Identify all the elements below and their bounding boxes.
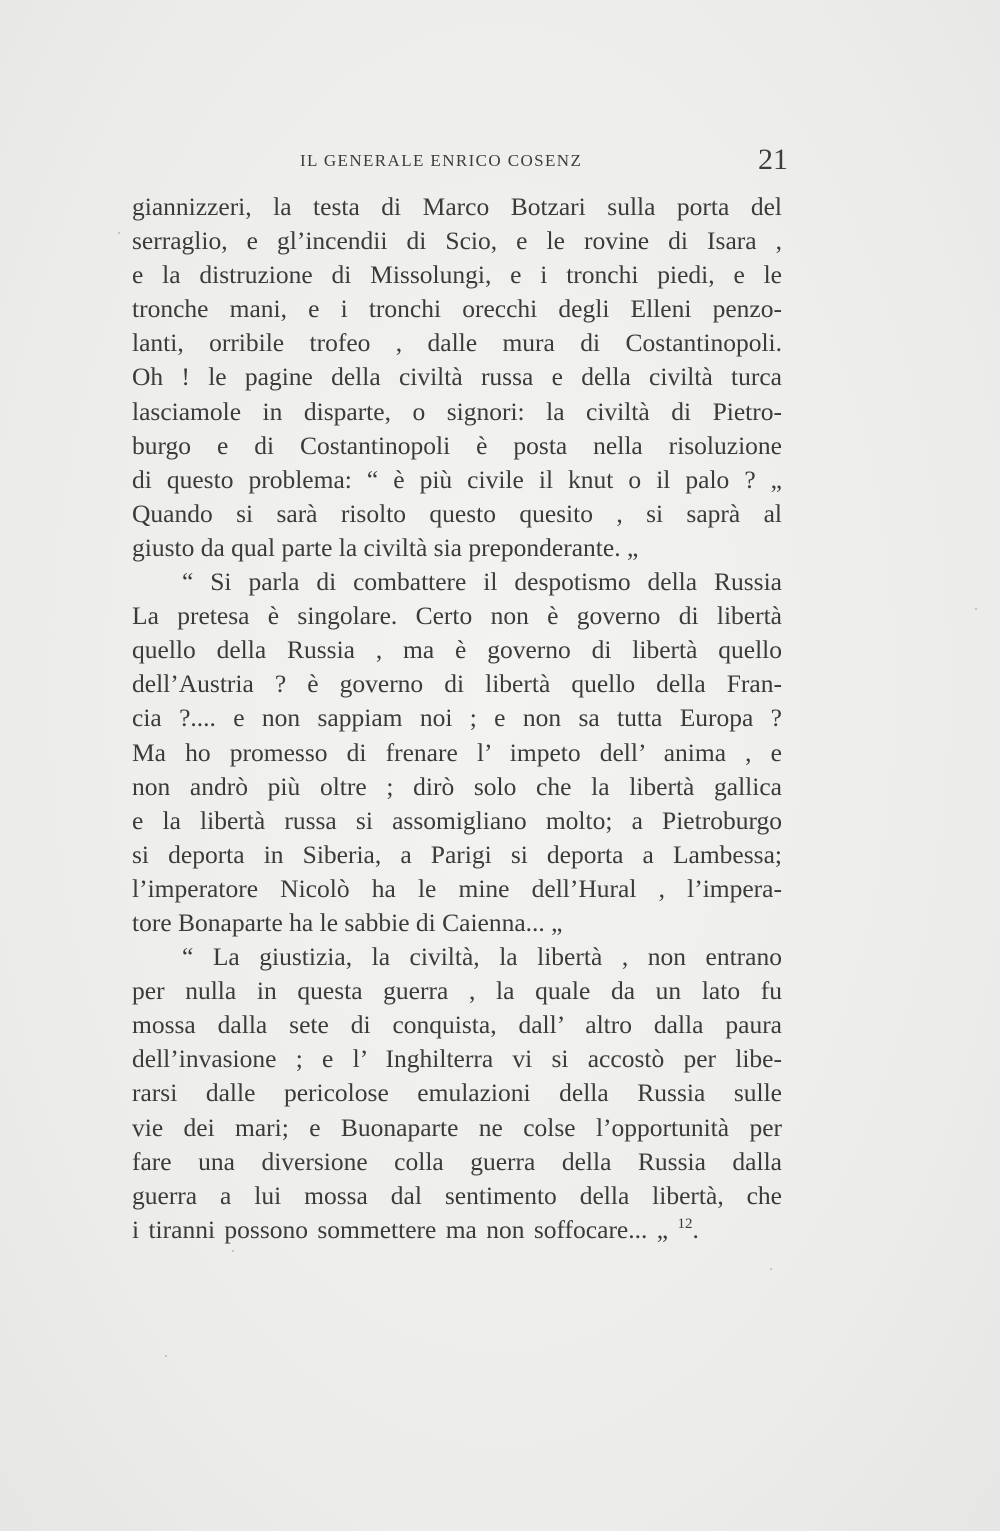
paper-speck (232, 1250, 234, 1252)
running-head (132, 143, 792, 177)
text-line: e la distruzione di Missolungi, e i tronchi piedi, e le (132, 260, 782, 290)
text-line: La pretesa è singolare. Certo non è governo di libertà (132, 601, 782, 631)
page-number: 21 (758, 143, 788, 176)
text-line: si deporta in Siberia, a Parigi si deporta a Lambessa; (132, 839, 782, 869)
text-line: serraglio, e gl’incendii di Scio, e le rovine di Isara , (132, 226, 782, 256)
text-line: “ Si parla di combattere il despotismo della Russia (182, 567, 782, 597)
running-title: IL GENERALE ENRICO COSENZ (300, 151, 583, 170)
text-line: “ La giustizia, la civiltà, la libertà , non entrano (182, 942, 782, 972)
body-text (132, 190, 782, 1247)
text-line: dell’Austria ? è governo di libertà quello della Fran- (132, 669, 782, 699)
text-line: giusto da qual parte la civiltà sia preponderante. „ (132, 532, 639, 562)
text-line: quello della Russia , ma è governo di libertà quello (132, 635, 782, 665)
text-line: non andrò più oltre ; dirò solo che la libertà gallica (132, 771, 782, 801)
text-line: giannizzeri, la testa di Marco Botzari sulla porta del (132, 192, 782, 221)
text-line: cia ?.... e non sappiam noi ; e non sa tutta Europa ? (132, 703, 782, 733)
line-trailing-punctuation: . (692, 1214, 699, 1244)
text-line (132, 1213, 782, 1247)
paper-speck (975, 608, 977, 610)
text-line: di questo problema: “ è più civile il knut o il palo ? „ (132, 464, 782, 494)
text-line: guerra a lui mossa dal sentimento della libertà, che (132, 1180, 782, 1210)
paper-speck (165, 1355, 167, 1357)
text-line: dell’invasione ; e l’ Inghilterra vi si accostò per libe- (132, 1044, 782, 1074)
text-line: tronche mani, e i tronchi orecchi degli Elleni penzo- (132, 294, 782, 324)
text-line: l’imperatore Nicolò ha le mine dell’Hural , l’impera- (132, 873, 782, 903)
paper-speck (118, 232, 120, 234)
line-text: i tiranni possono sommettere ma non soffocare... „ (132, 1214, 669, 1244)
text-line: Oh ! le pagine della civiltà russa e della civiltà turca (132, 362, 782, 392)
paper-speck (770, 1268, 772, 1270)
text-line: mossa dalla sete di conquista, dall’ altro dalla paura (132, 1010, 782, 1040)
text-line: rarsi dalle pericolose emulazioni della Russia sulle (132, 1078, 782, 1108)
text-line: vie dei mari; e Buonaparte ne colse l’opportunità per (132, 1112, 782, 1142)
text-line: e la libertà russa si assomigliano molto; a Pietroburgo (132, 805, 782, 835)
footnote-marker: 12 (677, 1215, 693, 1232)
text-line: Quando si sarà risolto questo quesito , si saprà al (132, 498, 782, 528)
text-line: lanti, orribile trofeo , dalle mura di Costantinopoli. (132, 328, 782, 358)
text-line: fare una diversione colla guerra della Russia dalla (132, 1146, 782, 1176)
text-line: per nulla in questa guerra , la quale da un lato fu (132, 976, 782, 1006)
text-line: Ma ho promesso di frenare l’ impeto dell’ anima , e (132, 737, 782, 767)
text-line: lasciamole in disparte, o signori: la civiltà di Pietro- (132, 396, 782, 426)
text-line: tore Bonaparte ha le sabbie di Caienna... „ (132, 907, 563, 937)
text-line: burgo e di Costantinopoli è posta nella risoluzione (132, 430, 782, 460)
